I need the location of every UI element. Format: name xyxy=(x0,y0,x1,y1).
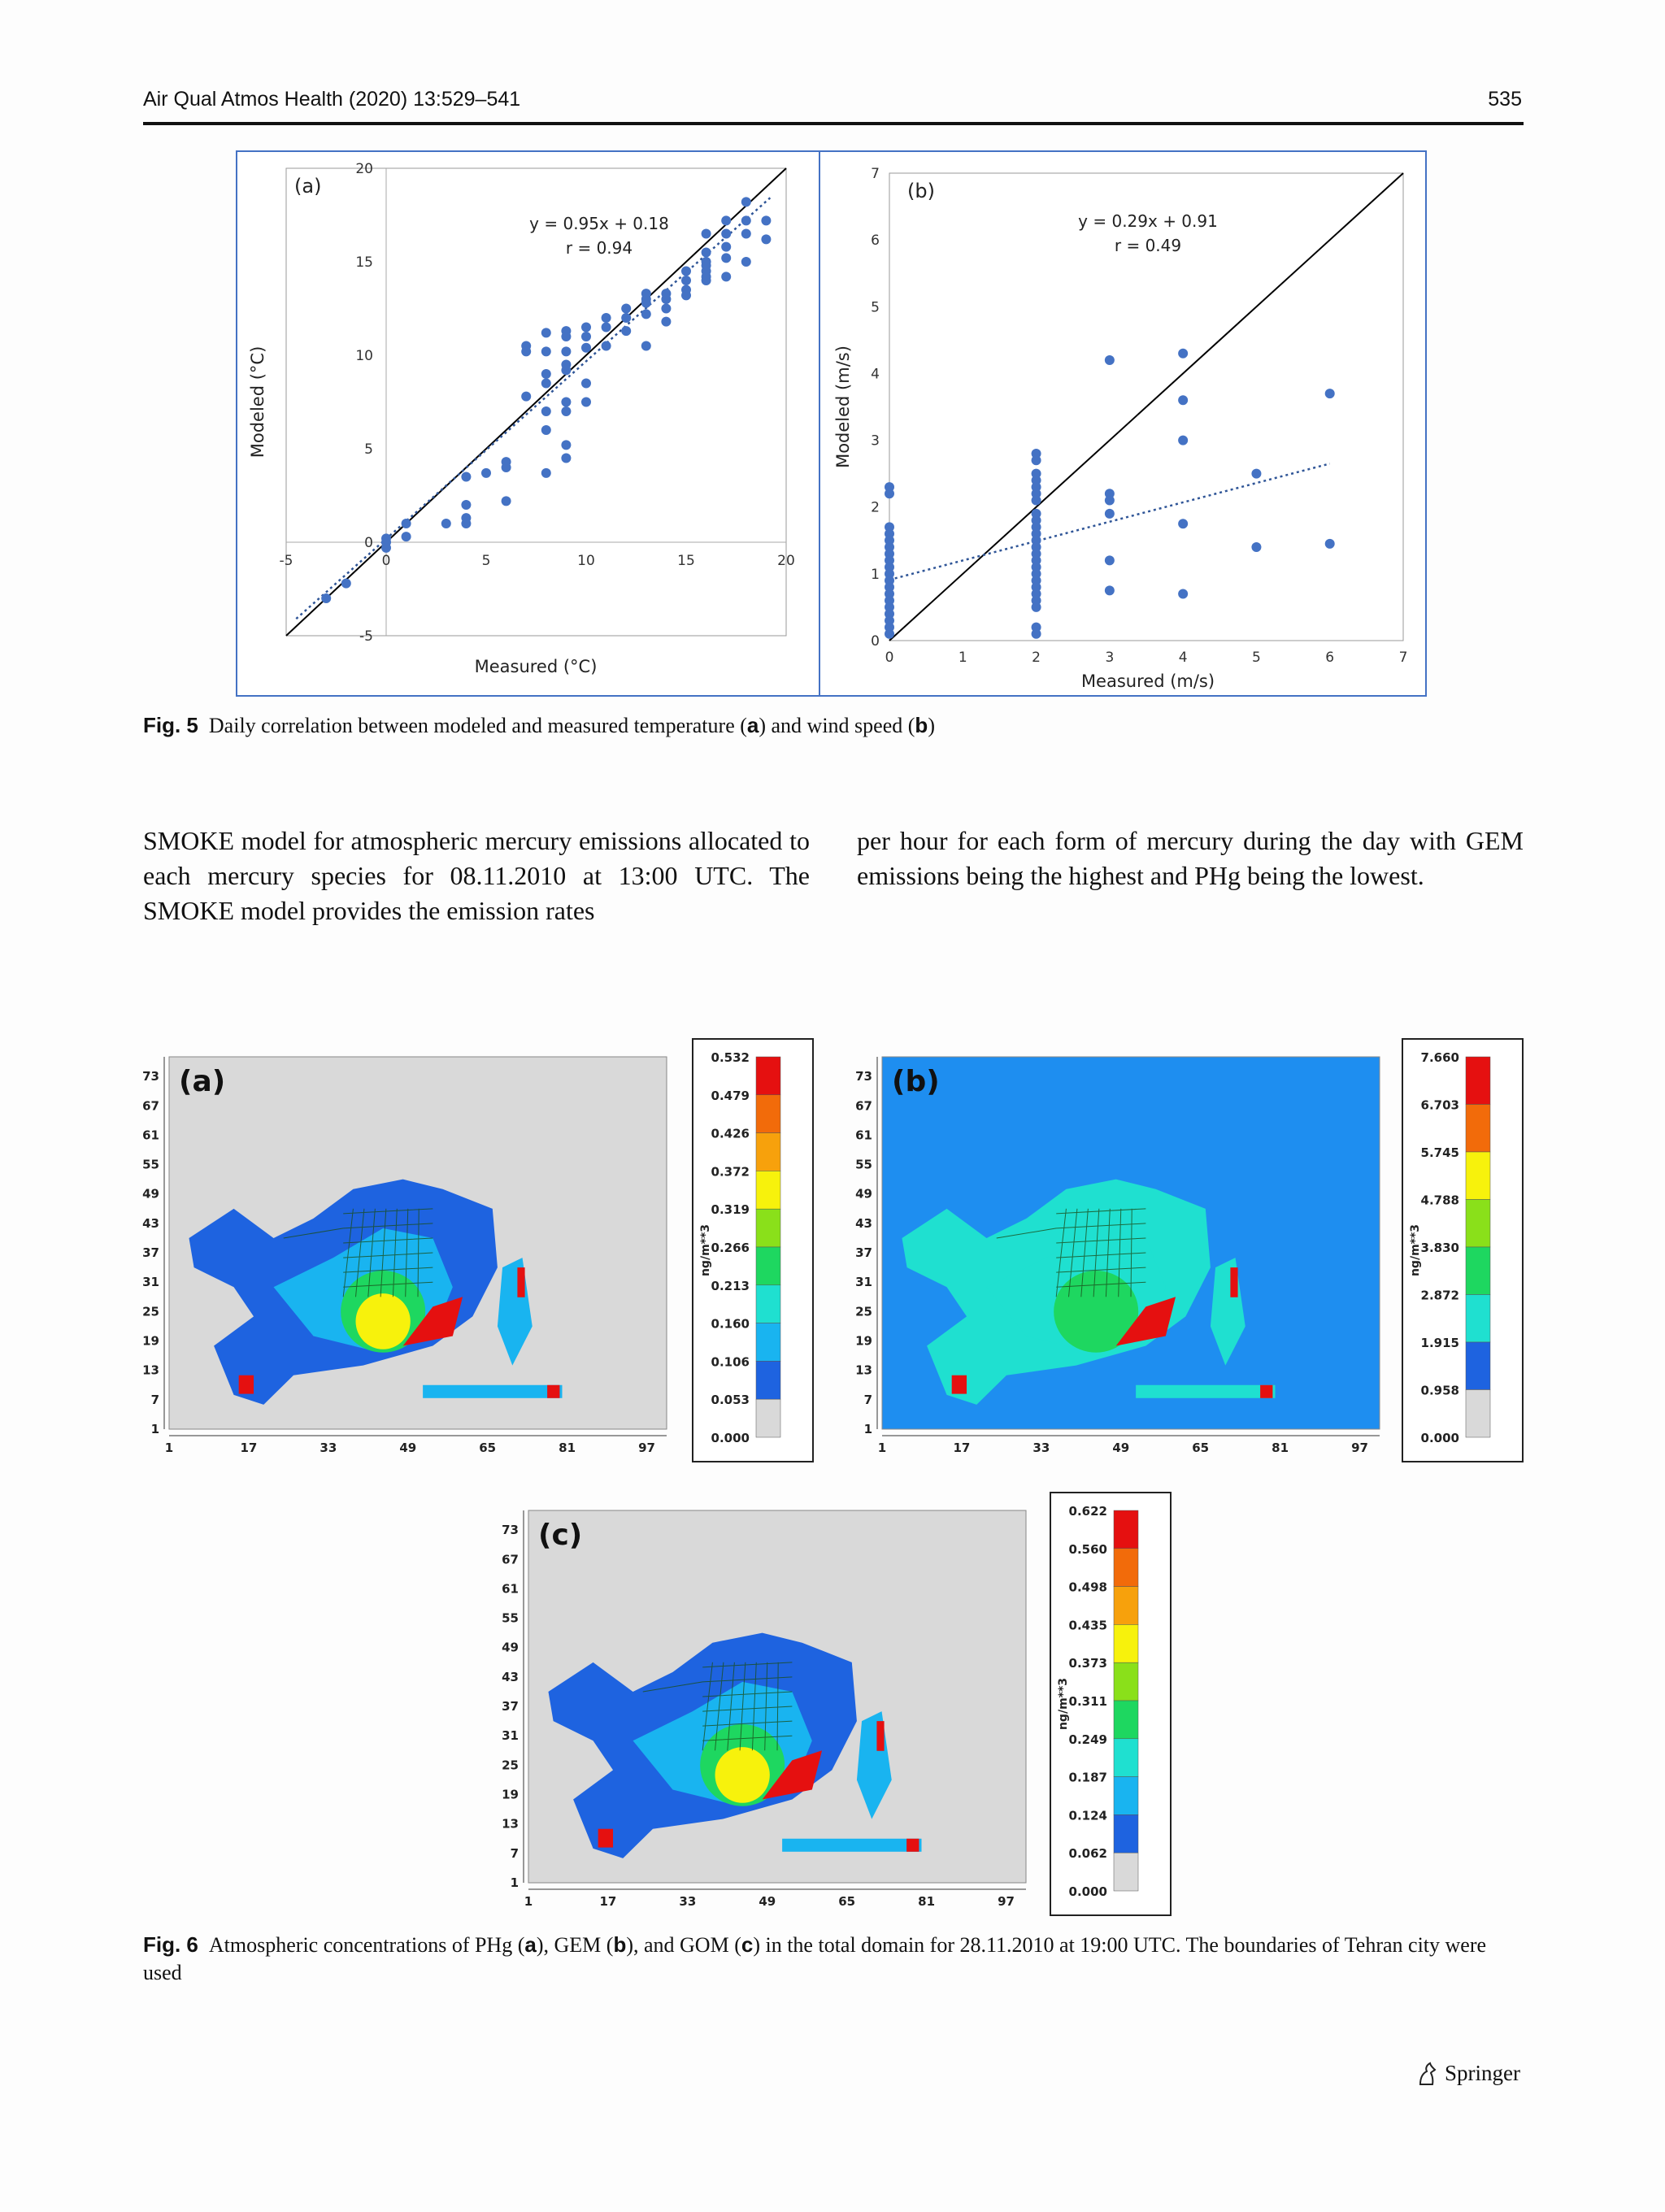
sw-hotspot xyxy=(239,1375,254,1394)
data-point xyxy=(1178,395,1188,405)
data-point xyxy=(1032,602,1041,612)
data-point xyxy=(702,229,711,239)
colorbar-swatch xyxy=(1114,1662,1138,1701)
map-y-tick: 13 xyxy=(142,1362,159,1378)
east-hotspot xyxy=(517,1267,524,1297)
map-panel-label: (a) xyxy=(179,1065,226,1098)
data-point xyxy=(761,234,771,244)
data-point xyxy=(1032,455,1041,465)
data-point xyxy=(481,468,491,478)
data-point xyxy=(1325,539,1335,549)
map-y-tick: 7 xyxy=(863,1392,872,1407)
data-point xyxy=(1105,585,1115,595)
map-y-tick: 1 xyxy=(863,1422,872,1436)
map-panel-label: (c) xyxy=(538,1519,583,1552)
map-y-tick: 19 xyxy=(502,1787,519,1802)
y-tick-label: 3 xyxy=(871,432,880,450)
colorbar-swatch xyxy=(1466,1057,1490,1105)
x-tick-label: -5 xyxy=(279,553,293,569)
regression-annotation: y = 0.95x + 0.18 xyxy=(529,214,669,233)
map-y-tick: 37 xyxy=(502,1699,519,1714)
data-point xyxy=(681,290,691,300)
map-x-tick: 65 xyxy=(1192,1441,1210,1455)
colorbar-label: 0.372 xyxy=(711,1164,750,1180)
map-y-tick: 55 xyxy=(855,1157,872,1172)
data-point xyxy=(381,543,391,553)
map-y-tick: 49 xyxy=(855,1186,872,1202)
data-point xyxy=(661,317,671,327)
data-point xyxy=(581,398,591,407)
data-point xyxy=(681,267,691,276)
data-point xyxy=(1178,519,1188,528)
colorbar-label: 0.373 xyxy=(1068,1656,1107,1671)
chart-a xyxy=(248,161,795,676)
map-x-tick: 33 xyxy=(320,1441,337,1455)
map-x-tick: 17 xyxy=(240,1441,258,1455)
sw-hotspot xyxy=(598,1829,613,1848)
data-point xyxy=(541,425,551,435)
data-point xyxy=(561,332,571,341)
colorbar-swatch xyxy=(1114,1587,1138,1625)
data-point xyxy=(721,215,731,225)
x-tick-label: 6 xyxy=(1325,650,1335,666)
data-point xyxy=(381,533,391,543)
map-panel-c xyxy=(502,1493,1171,1915)
map-x-tick: 33 xyxy=(679,1894,697,1909)
colorbar-label: 7.660 xyxy=(1420,1050,1459,1065)
figure-5-caption-label: Fig. 5 xyxy=(143,713,198,737)
publisher-name: Springer xyxy=(1445,2061,1520,2085)
colorbar-unit: ng/m**3 xyxy=(1409,1223,1422,1277)
colorbar-label: 0.249 xyxy=(1068,1732,1107,1747)
x-tick-label: 4 xyxy=(1178,650,1188,666)
publisher-logo xyxy=(1415,2061,1520,2086)
colorbar-swatch xyxy=(1466,1342,1490,1390)
data-point xyxy=(561,365,571,375)
map-y-tick: 49 xyxy=(142,1186,159,1202)
panel-label: (a) xyxy=(294,175,322,198)
page-number: 535 xyxy=(1488,88,1522,111)
colorbar-swatch xyxy=(1114,1739,1138,1777)
body-text-right: per hour for each form of mercury during the day with GEM emissions being the highest and PHg being the lowest. xyxy=(857,826,1524,890)
x-tick-label: 5 xyxy=(1252,650,1261,666)
map-x-tick: 81 xyxy=(918,1894,936,1909)
data-point xyxy=(661,294,671,304)
colorbar-label: 0.266 xyxy=(711,1241,750,1255)
colorbar-label: 0.160 xyxy=(711,1316,750,1332)
data-point xyxy=(541,406,551,416)
data-point xyxy=(641,298,651,308)
map-x-tick: 17 xyxy=(599,1894,617,1909)
colorbar-label: 0.560 xyxy=(1068,1541,1107,1557)
data-point xyxy=(561,398,571,407)
y-tick-label: -5 xyxy=(359,628,373,645)
colorbar-label: 0.622 xyxy=(1068,1504,1107,1519)
colorbar-label: 0.426 xyxy=(711,1126,750,1141)
colorbar-label: 0.124 xyxy=(1068,1808,1107,1823)
south-hotspot xyxy=(1260,1385,1272,1398)
data-point xyxy=(1105,496,1115,506)
map-x-tick: 49 xyxy=(759,1894,776,1909)
y-tick-label: 6 xyxy=(871,232,880,250)
data-point xyxy=(602,341,611,351)
map-y-tick: 37 xyxy=(142,1245,159,1261)
data-point xyxy=(602,313,611,323)
colorbar-swatch xyxy=(1114,1853,1138,1891)
data-point xyxy=(721,229,731,239)
data-point xyxy=(561,440,571,450)
data-point xyxy=(1032,629,1041,639)
regression-annotation: r = 0.49 xyxy=(1114,236,1182,255)
map-y-tick: 43 xyxy=(855,1215,872,1231)
colorbar-swatch xyxy=(756,1399,780,1437)
colorbar-swatch xyxy=(756,1247,780,1285)
data-point xyxy=(541,328,551,337)
y-tick-label: 1 xyxy=(871,566,880,583)
header-rule xyxy=(143,122,1524,125)
data-point xyxy=(1105,555,1115,565)
colorbar-swatch xyxy=(756,1285,780,1323)
colorbar-unit: ng/m**3 xyxy=(699,1223,712,1277)
data-point xyxy=(541,346,551,356)
map-panel-label: (b) xyxy=(892,1065,940,1098)
colorbar-label: 0.319 xyxy=(711,1202,750,1218)
east-hotspot xyxy=(1230,1267,1237,1297)
x-tick-label: 10 xyxy=(577,553,595,569)
data-point xyxy=(1032,496,1041,506)
map-x-tick: 17 xyxy=(953,1441,971,1455)
figure-5 xyxy=(236,150,1427,697)
y-axis-title: Modeled (m/s) xyxy=(833,345,853,468)
data-point xyxy=(581,379,591,389)
map-x-tick: 49 xyxy=(399,1441,417,1455)
data-point xyxy=(885,489,894,498)
data-point xyxy=(441,519,451,528)
colorbar-label: 3.830 xyxy=(1420,1241,1459,1255)
map-y-tick: 55 xyxy=(502,1610,519,1626)
figure-6 xyxy=(138,1032,1528,1919)
data-point xyxy=(1251,469,1261,479)
colorbar-label: 0.311 xyxy=(1068,1694,1107,1709)
map-y-tick: 67 xyxy=(855,1098,872,1114)
data-point xyxy=(521,346,531,356)
data-point xyxy=(641,341,651,351)
y-tick-label: 5 xyxy=(871,299,880,316)
colorbar-label: 0.435 xyxy=(1068,1618,1107,1633)
data-point xyxy=(721,272,731,281)
map-x-tick: 65 xyxy=(479,1441,497,1455)
figure-5-caption: Fig. 5 Daily correlation between modeled and measured temperature (a) and wind speed (b) xyxy=(143,713,935,737)
east-hotspot xyxy=(876,1721,884,1751)
map-y-tick: 49 xyxy=(502,1640,519,1655)
colorbar-swatch xyxy=(1466,1247,1490,1295)
y-tick-label: 0 xyxy=(871,633,880,650)
map-y-tick: 25 xyxy=(502,1758,519,1773)
data-point xyxy=(681,276,691,285)
colorbar-label: 0.053 xyxy=(711,1393,750,1408)
data-point xyxy=(541,379,551,389)
y-axis-title: Modeled (°C) xyxy=(248,345,267,458)
colorbar-label: 2.872 xyxy=(1420,1288,1459,1303)
data-point xyxy=(702,276,711,285)
map-x-tick: 33 xyxy=(1032,1441,1050,1455)
colorbar-label: 0.000 xyxy=(1420,1431,1459,1445)
colorbar-label: 0.000 xyxy=(711,1431,750,1445)
data-point xyxy=(1178,349,1188,359)
figure-6-caption-label: Fig. 6 xyxy=(143,1932,198,1957)
data-point xyxy=(402,519,411,528)
colorbar-label: 0.498 xyxy=(1068,1580,1107,1595)
map-y-tick: 73 xyxy=(142,1069,159,1084)
map-y-tick: 31 xyxy=(855,1275,872,1290)
x-tick-label: 0 xyxy=(885,650,894,666)
plume-yellow xyxy=(356,1293,411,1349)
colorbar-label: 0.958 xyxy=(1420,1383,1459,1398)
data-point xyxy=(741,229,751,239)
map-y-tick: 67 xyxy=(502,1552,519,1567)
data-point xyxy=(581,343,591,353)
data-point xyxy=(461,472,471,482)
colorbar-label: 0.187 xyxy=(1068,1770,1107,1785)
data-point xyxy=(741,215,751,225)
x-tick-label: 15 xyxy=(677,553,695,569)
map-panel-b xyxy=(855,1039,1523,1462)
plume-yellow xyxy=(715,1747,770,1803)
data-point xyxy=(721,242,731,252)
colorbar-unit: ng/m**3 xyxy=(1057,1677,1070,1731)
map-y-tick: 25 xyxy=(855,1304,872,1319)
springer-horse-icon xyxy=(1415,2062,1438,2086)
data-point xyxy=(1251,542,1261,552)
data-point xyxy=(541,369,551,379)
map-x-tick: 81 xyxy=(559,1441,576,1455)
data-point xyxy=(321,593,331,603)
data-point xyxy=(885,629,894,639)
map-x-tick: 81 xyxy=(1272,1441,1289,1455)
map-x-tick: 1 xyxy=(524,1894,533,1909)
map-x-tick: 1 xyxy=(877,1441,887,1455)
data-point xyxy=(621,304,631,314)
map-x-tick: 97 xyxy=(1351,1441,1368,1455)
colorbar-swatch xyxy=(1114,1701,1138,1739)
data-point xyxy=(661,304,671,314)
map-y-tick: 61 xyxy=(502,1581,519,1597)
regression-annotation: y = 0.29x + 0.91 xyxy=(1078,211,1218,231)
map-y-tick: 19 xyxy=(142,1333,159,1349)
map-y-tick: 13 xyxy=(855,1362,872,1378)
y-tick-label: 20 xyxy=(355,161,373,177)
data-point xyxy=(561,406,571,416)
data-point xyxy=(402,532,411,541)
colorbar-swatch xyxy=(1466,1295,1490,1343)
colorbar-swatch xyxy=(756,1133,780,1171)
colorbar-swatch xyxy=(756,1171,780,1209)
colorbar-swatch xyxy=(1466,1200,1490,1248)
map-x-tick: 1 xyxy=(164,1441,174,1455)
colorbar-swatch xyxy=(1466,1152,1490,1200)
data-point xyxy=(581,332,591,341)
south-band xyxy=(1136,1385,1275,1398)
colorbar-swatch xyxy=(1466,1105,1490,1153)
data-point xyxy=(521,392,531,402)
y-tick-label: 15 xyxy=(355,254,373,271)
data-point xyxy=(641,309,651,319)
map-y-tick: 31 xyxy=(502,1728,519,1744)
colorbar-swatch xyxy=(1114,1549,1138,1587)
x-tick-label: 7 xyxy=(1398,650,1408,666)
map-y-tick: 7 xyxy=(150,1392,159,1407)
colorbar-swatch xyxy=(1466,1390,1490,1438)
colorbar-label: 0.106 xyxy=(711,1354,750,1370)
data-point xyxy=(621,313,631,323)
x-axis-title: Measured (°C) xyxy=(474,657,598,676)
map-x-tick: 49 xyxy=(1112,1441,1130,1455)
map-y-tick: 43 xyxy=(142,1215,159,1231)
x-tick-label: 5 xyxy=(481,553,491,569)
map-panel-a xyxy=(142,1039,813,1462)
y-tick-label: 4 xyxy=(871,366,880,383)
y-tick-label: 2 xyxy=(871,499,880,516)
data-point xyxy=(1178,436,1188,445)
data-point xyxy=(741,197,751,206)
figure-6-maps xyxy=(138,1032,1528,1919)
data-point xyxy=(1325,389,1335,398)
x-tick-label: 20 xyxy=(777,553,795,569)
colorbar-label: 0.062 xyxy=(1068,1846,1107,1862)
map-x-tick: 97 xyxy=(638,1441,655,1455)
map-y-tick: 25 xyxy=(142,1304,159,1319)
south-band xyxy=(423,1385,562,1398)
colorbar-swatch xyxy=(1114,1510,1138,1549)
data-point xyxy=(602,323,611,332)
data-point xyxy=(581,323,591,332)
colorbar-swatch xyxy=(756,1361,780,1399)
map-y-tick: 73 xyxy=(855,1069,872,1084)
data-point xyxy=(502,496,511,506)
south-hotspot xyxy=(906,1839,919,1852)
colorbar-swatch xyxy=(1114,1624,1138,1662)
map-y-tick: 1 xyxy=(150,1422,159,1436)
map-y-tick: 61 xyxy=(142,1128,159,1143)
map-y-tick: 43 xyxy=(502,1669,519,1684)
regression-annotation: r = 0.94 xyxy=(565,238,633,258)
data-point xyxy=(341,579,351,589)
colorbar-swatch xyxy=(1114,1814,1138,1853)
data-point xyxy=(621,326,631,336)
colorbar-label: 4.788 xyxy=(1420,1193,1459,1208)
map-x-tick: 65 xyxy=(838,1894,856,1909)
figure-6-caption: Fig. 6 Atmospheric concentrations of PHg (a), GEM (b), and GOM (c) in the total domain for 28.11.2010 at 19:00 UTC. The boundaries of Tehran city were used xyxy=(143,1932,1487,1984)
running-header: Air Qual Atmos Health (2020) 13:529–541 xyxy=(143,88,521,111)
colorbar-label: 6.703 xyxy=(1420,1097,1459,1113)
data-point xyxy=(702,248,711,258)
colorbar-label: 0.213 xyxy=(711,1278,750,1293)
map-y-tick: 37 xyxy=(855,1245,872,1261)
data-point xyxy=(761,215,771,225)
map-y-tick: 73 xyxy=(502,1523,519,1538)
x-tick-label: 2 xyxy=(1032,650,1041,666)
south-band xyxy=(782,1839,921,1852)
data-point xyxy=(502,463,511,472)
colorbar-swatch xyxy=(756,1057,780,1095)
south-hotspot xyxy=(547,1385,559,1398)
sw-hotspot xyxy=(952,1375,967,1394)
colorbar-swatch xyxy=(756,1095,780,1133)
body-text-left: SMOKE model for atmospheric mercury emissions allocated to each mercury species for 08.11.2010 at 13:00 UTC. The SMOKE model provides the emission rates xyxy=(143,826,810,925)
map-y-tick: 13 xyxy=(502,1816,519,1832)
data-point xyxy=(1105,355,1115,365)
colorbar-label: 0.000 xyxy=(1068,1884,1107,1899)
colorbar-swatch xyxy=(1114,1777,1138,1815)
x-tick-label: 0 xyxy=(381,553,391,569)
data-point xyxy=(461,519,471,528)
map-y-tick: 61 xyxy=(855,1128,872,1143)
colorbar-label: 0.479 xyxy=(711,1088,750,1103)
colorbar-label: 0.532 xyxy=(711,1050,750,1065)
x-axis-title: Measured (m/s) xyxy=(1080,671,1215,691)
y-tick-label: 7 xyxy=(871,166,880,182)
map-y-tick: 19 xyxy=(855,1333,872,1349)
panel-label: (b) xyxy=(907,180,935,202)
data-point xyxy=(721,253,731,263)
x-tick-label: 3 xyxy=(1105,650,1115,666)
data-point xyxy=(541,468,551,478)
chart-b xyxy=(833,166,1407,691)
colorbar-swatch xyxy=(756,1209,780,1247)
colorbar-swatch xyxy=(756,1323,780,1362)
colorbar-label: 5.745 xyxy=(1420,1145,1459,1160)
map-y-tick: 1 xyxy=(510,1875,519,1890)
map-y-tick: 31 xyxy=(142,1275,159,1290)
data-point xyxy=(461,500,471,510)
map-y-tick: 7 xyxy=(510,1845,519,1861)
map-y-tick: 67 xyxy=(142,1098,159,1114)
data-point xyxy=(561,454,571,463)
y-tick-label: 10 xyxy=(355,348,373,364)
map-x-tick: 97 xyxy=(998,1894,1015,1909)
x-tick-label: 1 xyxy=(958,650,967,666)
data-point xyxy=(1105,509,1115,519)
figure-5-charts xyxy=(237,152,1425,695)
colorbar-label: 1.915 xyxy=(1420,1336,1459,1350)
data-point xyxy=(1178,589,1188,599)
map-y-tick: 55 xyxy=(142,1157,159,1172)
data-point xyxy=(561,346,571,356)
y-tick-label: 5 xyxy=(364,441,373,458)
y-tick-label: 0 xyxy=(364,535,373,551)
data-point xyxy=(741,257,751,267)
